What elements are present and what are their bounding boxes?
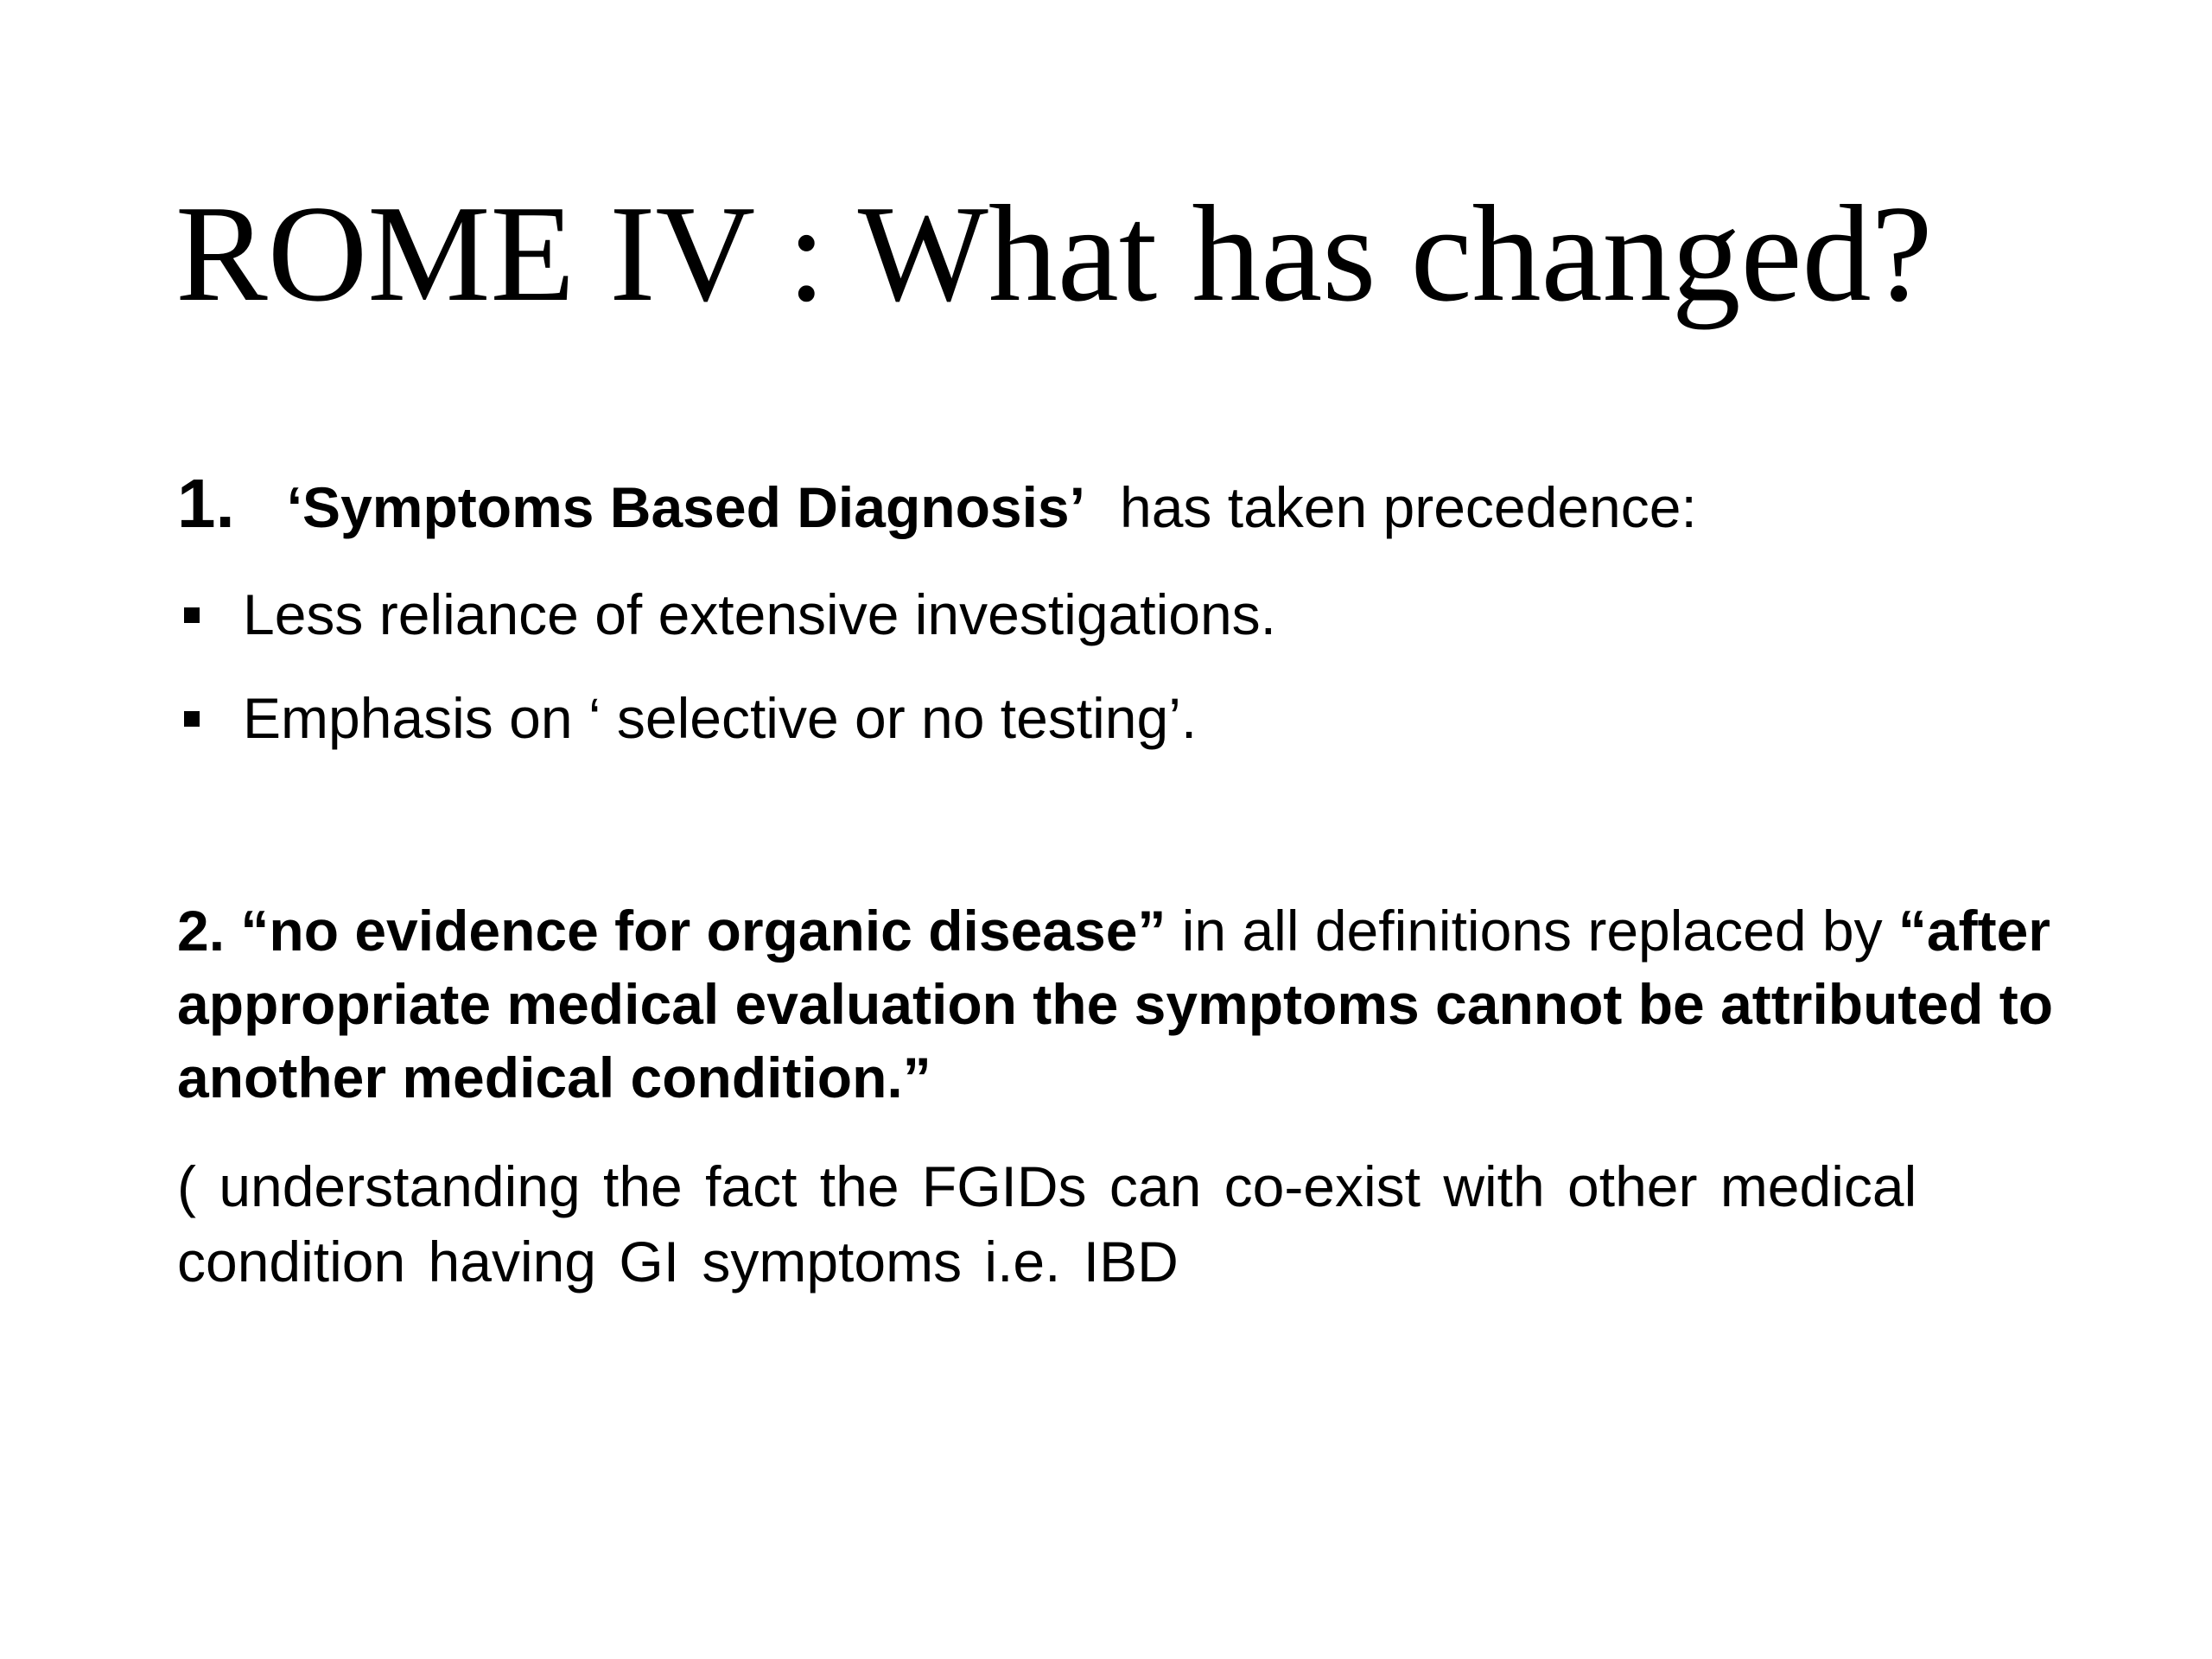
bullet-text: Emphasis on ‘ selective or no testing’. bbox=[243, 686, 1198, 750]
bullet-item bbox=[177, 684, 1197, 753]
square-bullet-icon bbox=[184, 711, 200, 727]
bullet-text: Less reliance of extensive investigations. bbox=[243, 582, 1276, 646]
point-2-middle: in all definitions replaced by bbox=[1166, 899, 1898, 963]
bullet-item bbox=[177, 581, 1276, 649]
point-2-lead: 2. “no evidence for organic disease” bbox=[177, 899, 1166, 963]
point-1-lead: ‘Symptoms Based Diagnosis’ bbox=[286, 475, 1085, 539]
point-1-number: 1. bbox=[177, 465, 235, 542]
point-2-quote: “after appropriate medical evaluation the symptoms cannot be attributed to another medical condition.” bbox=[177, 899, 2054, 1109]
slide-title: ROME IV : What has changed? bbox=[175, 176, 1933, 330]
square-bullet-icon bbox=[184, 607, 200, 623]
point-2 bbox=[177, 894, 2078, 1115]
explanatory-note: ( understanding the fact the FGIDs can co-exist with other medical condition having GI symptoms i.e. IBD bbox=[177, 1154, 1917, 1294]
point-1 bbox=[177, 462, 1697, 545]
point-1-rest: has taken precedence: bbox=[1119, 475, 1697, 539]
